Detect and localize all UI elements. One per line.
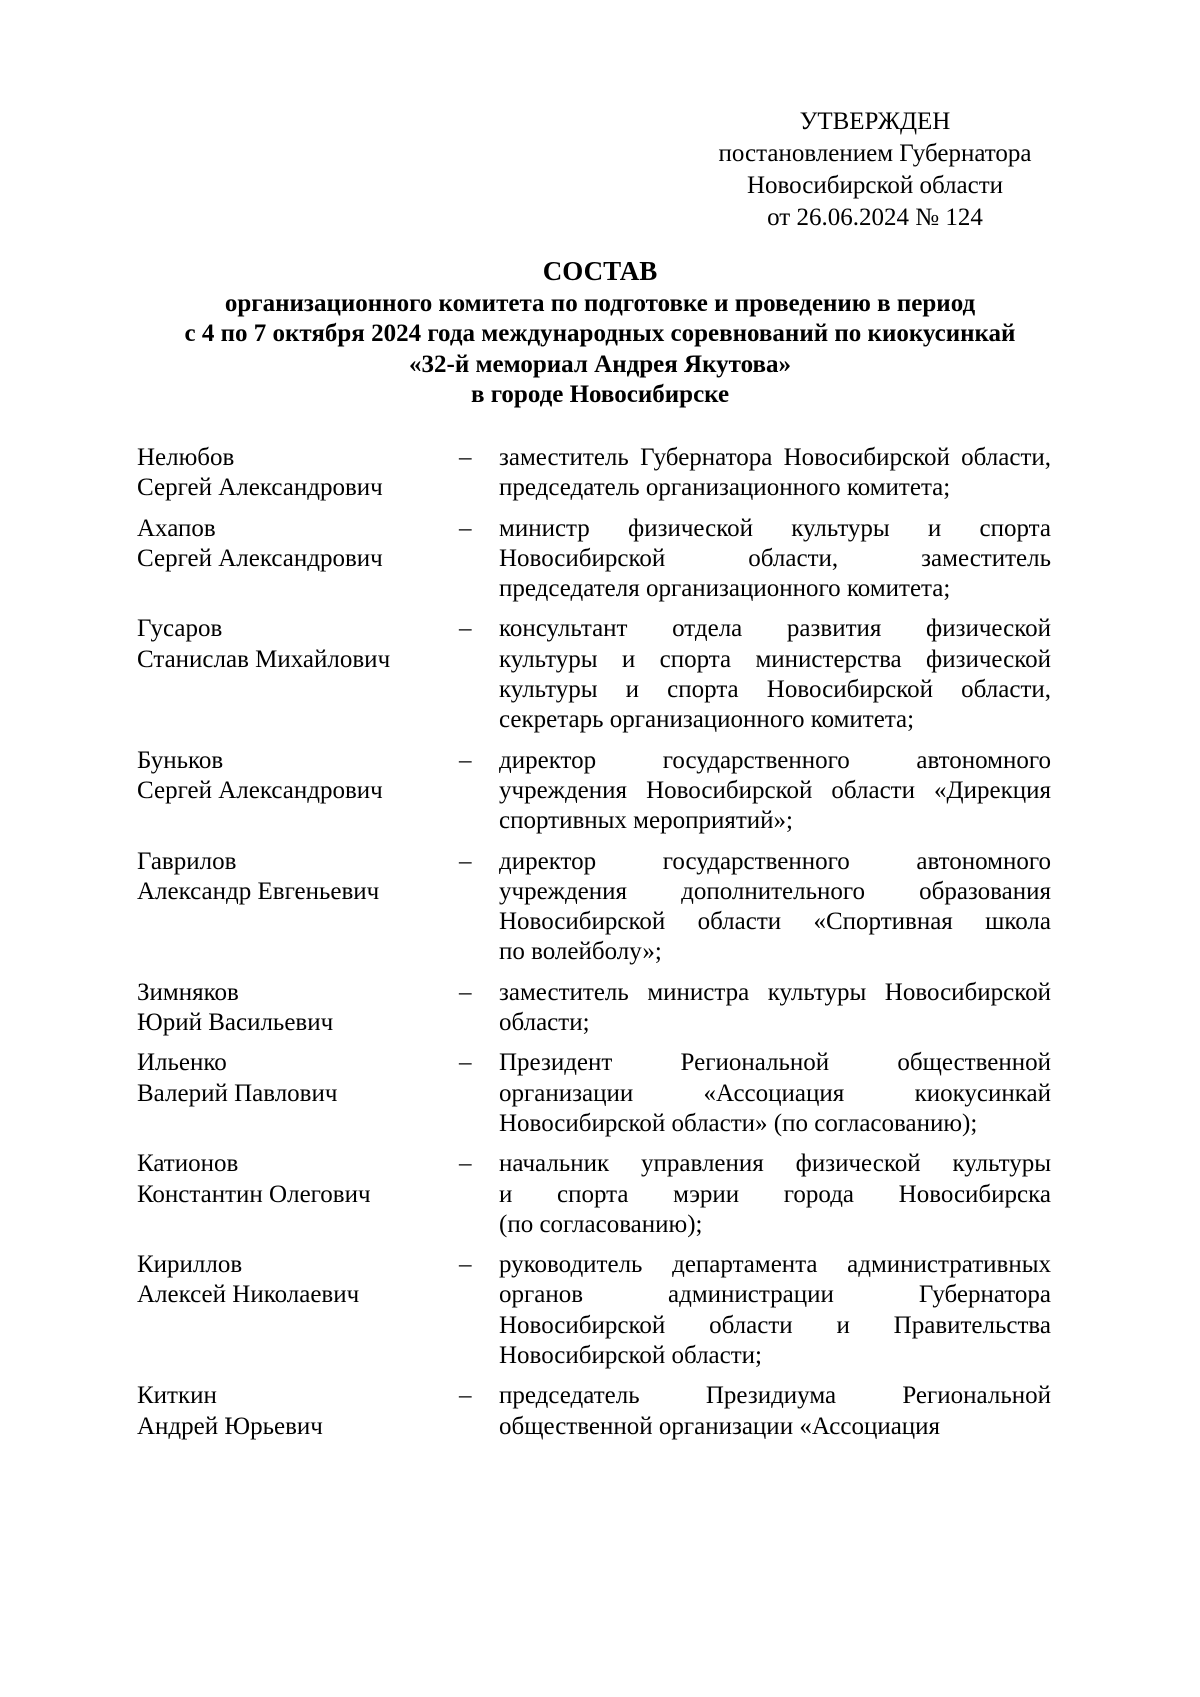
- committee-member: [137, 1381, 1051, 1442]
- member-position-line: председатель организационного комитета;: [499, 474, 951, 502]
- member-surname: Катионов: [137, 1150, 239, 1178]
- title-line-4: в городе Новосибирске: [470, 381, 730, 408]
- member-position-line: Новосибирской области и Правительства: [499, 1311, 1051, 1339]
- member-position: [499, 514, 1051, 605]
- member-name: [137, 514, 457, 605]
- member-position-line: организации «Ассоциация киокусинкай: [499, 1079, 1051, 1107]
- member-position-line: Президент Региональной общественной: [499, 1049, 1051, 1077]
- committee-member: [137, 514, 1051, 605]
- member-position-line: по волейболу»;: [499, 938, 662, 966]
- member-position-line: спортивных мероприятий»;: [499, 807, 793, 835]
- member-position-line: директор государственного автономного: [499, 847, 1051, 875]
- member-dash: –: [459, 978, 472, 1006]
- member-position: [499, 1381, 1051, 1442]
- member-position-line: области;: [499, 1009, 590, 1037]
- approval-region: Новосибирской области: [746, 172, 1004, 199]
- document-title: [100, 256, 1100, 411]
- member-position-line: учреждения Новосибирской области «Дирекция: [499, 776, 1051, 804]
- member-dash: –: [459, 514, 472, 542]
- member-position-line: секретарь организационного комитета;: [499, 706, 915, 734]
- member-surname: Зимняков: [137, 978, 239, 1006]
- approval-date-number: от 26.06.2024 № 124: [767, 204, 983, 231]
- member-position: [499, 1048, 1051, 1139]
- member-given-names: Александр Евгеньевич: [137, 877, 380, 905]
- member-position: [499, 1149, 1051, 1240]
- member-surname: Кириллов: [137, 1251, 243, 1279]
- member-dash: –: [459, 615, 472, 643]
- member-position-line: руководитель департамента административных: [499, 1251, 1051, 1279]
- title-main: СОСТАВ: [542, 256, 658, 286]
- member-given-names: Константин Олегович: [137, 1180, 371, 1208]
- committee-member: [137, 1149, 1051, 1240]
- member-position-line: органов администрации Губернатора: [499, 1281, 1051, 1309]
- member-surname: Ахапов: [137, 514, 216, 542]
- member-name: [137, 746, 457, 837]
- member-name: [137, 847, 457, 968]
- member-given-names: Станислав Михайлович: [137, 645, 391, 673]
- member-position-line: председателя организационного комитета;: [499, 575, 951, 603]
- member-surname: Ильенко: [137, 1049, 227, 1077]
- member-position: [499, 978, 1051, 1039]
- committee-member: [137, 1250, 1051, 1371]
- committee-member: [137, 443, 1051, 504]
- member-given-names: Сергей Александрович: [137, 544, 383, 572]
- member-position-line: заместитель министра культуры Новосибирской: [499, 978, 1051, 1006]
- member-surname: Гаврилов: [137, 847, 237, 875]
- member-position-line: начальник управления физической культуры: [499, 1150, 1051, 1178]
- member-surname: Буньков: [137, 746, 224, 774]
- member-position-line: культуры и спорта Новосибирской области,: [499, 676, 1051, 704]
- member-dash: –: [459, 746, 472, 774]
- approval-stamp: [710, 106, 1040, 234]
- member-name: [137, 1149, 457, 1240]
- member-position: [499, 746, 1051, 837]
- member-given-names: Сергей Александрович: [137, 474, 383, 502]
- committee-member-list: [137, 443, 1051, 1452]
- member-name: [137, 1250, 457, 1371]
- member-position-line: (по согласованию);: [499, 1210, 703, 1238]
- member-given-names: Алексей Николаевич: [137, 1281, 360, 1309]
- member-position-line: заместитель Губернатора Новосибирской области,: [499, 444, 1051, 471]
- member-dash: –: [459, 1049, 472, 1077]
- member-given-names: Андрей Юрьевич: [137, 1412, 323, 1440]
- member-name: [137, 614, 457, 735]
- member-position-line: Новосибирской области «Спортивная школа: [499, 908, 1051, 936]
- committee-member: [137, 978, 1051, 1039]
- member-name: [137, 978, 457, 1039]
- member-position-line: культуры и спорта министерства физической: [499, 645, 1051, 673]
- title-line-1: организационного комитета по подготовке и проведению в период: [224, 289, 976, 317]
- member-position-line: и спорта мэрии города Новосибирска: [499, 1180, 1051, 1208]
- member-position-line: Новосибирской области, заместитель: [499, 544, 1051, 572]
- member-position: [499, 847, 1051, 968]
- member-position: [499, 1250, 1051, 1371]
- committee-member: [137, 1048, 1051, 1139]
- approval-title: УТВЕРЖДЕН: [799, 108, 951, 135]
- member-dash: –: [459, 444, 472, 471]
- member-dash: –: [459, 1150, 472, 1178]
- member-name: [137, 1381, 457, 1442]
- member-position-line: Новосибирской области;: [499, 1342, 763, 1370]
- member-given-names: Сергей Александрович: [137, 776, 383, 804]
- member-position-line: общественной организации «Ассоциация: [499, 1412, 941, 1440]
- member-dash: –: [459, 847, 472, 875]
- member-given-names: Юрий Васильевич: [137, 1009, 334, 1037]
- member-name: [137, 443, 457, 504]
- member-surname: Гусаров: [137, 615, 223, 643]
- member-surname: Нелюбов: [137, 444, 235, 471]
- title-line-2: с 4 по 7 октября 2024 года международных соревнований по киокусинкай: [184, 320, 1016, 347]
- member-dash: –: [459, 1382, 472, 1410]
- committee-member: [137, 746, 1051, 837]
- member-dash: –: [459, 1251, 472, 1279]
- member-surname: Киткин: [137, 1382, 217, 1410]
- member-position-line: Новосибирской области» (по согласованию);: [499, 1109, 978, 1137]
- committee-member: [137, 614, 1051, 735]
- approval-resolution: постановлением Губернатора: [718, 140, 1032, 167]
- member-position-line: консультант отдела развития физической: [499, 615, 1051, 643]
- member-position: [499, 614, 1051, 735]
- member-name: [137, 1048, 457, 1139]
- member-given-names: Валерий Павлович: [137, 1079, 338, 1107]
- member-position-line: министр физической культуры и спорта: [499, 514, 1051, 542]
- member-position-line: учреждения дополнительного образования: [499, 877, 1051, 905]
- title-line-3: «32-й мемориал Андрея Якутова»: [409, 350, 791, 378]
- member-position-line: председатель Президиума Региональной: [499, 1382, 1051, 1410]
- member-position: [499, 443, 1051, 504]
- committee-member: [137, 847, 1051, 968]
- member-position-line: директор государственного автономного: [499, 746, 1051, 774]
